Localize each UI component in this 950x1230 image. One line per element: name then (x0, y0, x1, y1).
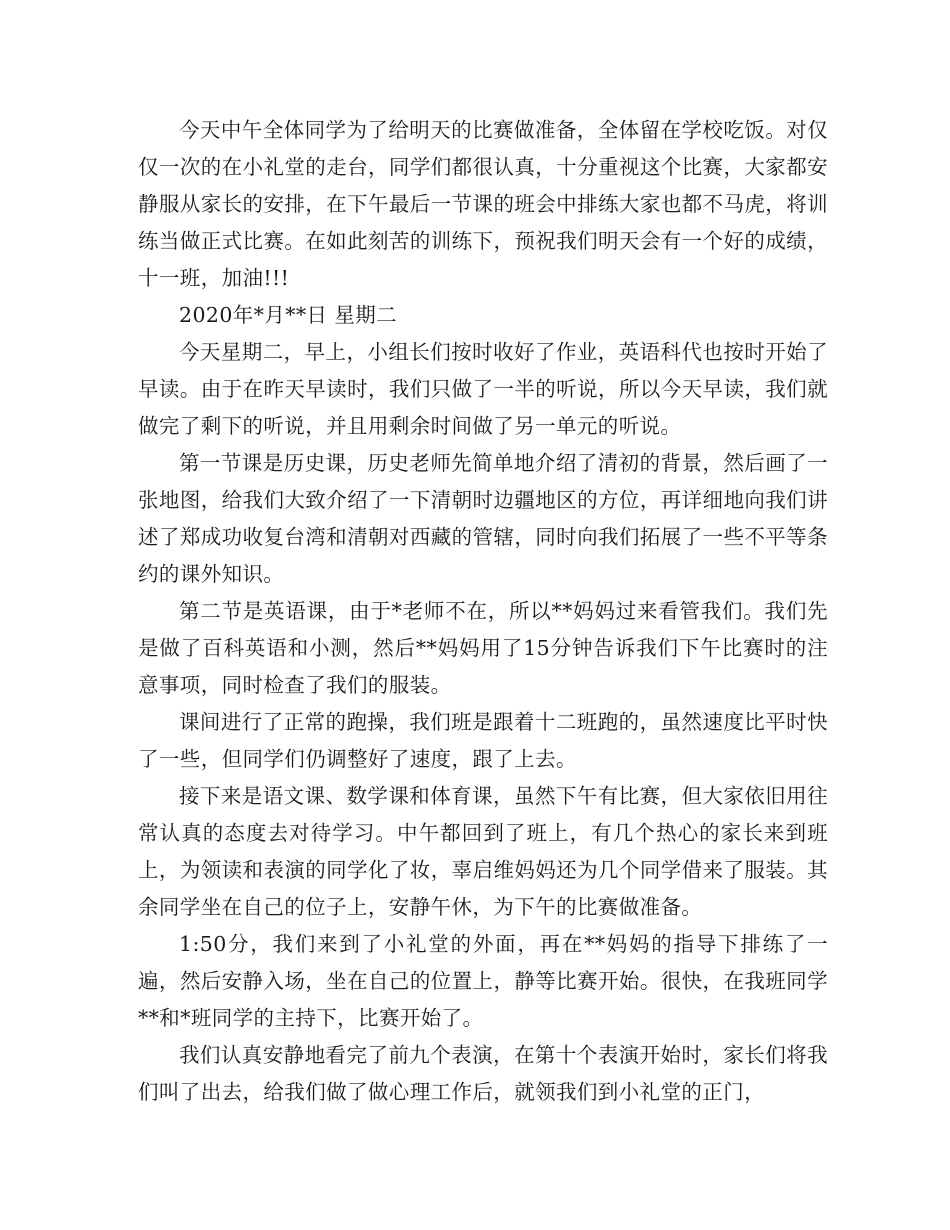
paragraph-break-exercise: 课间进行了正常的跑操，我们班是跟着十二班跑的，虽然速度比平时快了一些，但同学们仍调整好了速度，跟了上去。 (138, 710, 828, 771)
paragraph-performances: 我们认真安静地看完了前九个表演，在第十个表演开始时，家长们将我们叫了出去，给我们做了做心理工作后，就领我们到小礼堂的正门， (138, 1043, 828, 1104)
paragraph-morning-reading: 今天星期二，早上，小组长们按时收好了作业，英语科代也按时开始了早读。由于在昨天早读时，我们只做了一半的听说，所以今天早读，我们就做完了剩下的听说，并且用剩余时间做了另一单元的听说。 (138, 340, 828, 438)
paragraph-history-class: 第一节课是历史课，历史老师先简单地介绍了清初的背景，然后画了一张地图，给我们大致介绍了一下清朝时边疆地区的方位，再详细地向我们讲述了郑成功收复台湾和清朝对西藏的管辖，同时向我们拓展了一些不平等条约的课外知识。 (138, 451, 828, 586)
paragraph-english-class: 第二节是英语课，由于*老师不在，所以**妈妈过来看管我们。我们先是做了百科英语和小测，然后**妈妈用了15分钟告诉我们下午比赛时的注意事项，同时检查了我们的服装。 (138, 599, 828, 697)
paragraph-lunch-rehearsal: 今天中午全体同学为了给明天的比赛做准备，全体留在学校吃饭。对仅仅一次的在小礼堂的走台，同学们都很认真，十分重视这个比赛，大家都安静服从家长的安排，在下午最后一节课的班会中排练大家也都不马虎，将训练当做正式比赛。在如此刻苦的训练下，预祝我们明天会有一个好的成绩，十一班，加油!!! (138, 118, 828, 290)
paragraph-competition-start: 1:50分，我们来到了小礼堂的外面，再在**妈妈的指导下排练了一遍，然后安静入场，坐在自己的位置上，静等比赛开始。很快，在我班同学**和*班同学的主持下，比赛开始了。 (138, 932, 828, 1030)
document-body (138, 112, 828, 1111)
diary-date-heading: 2020年*月**日 星期二 (179, 303, 398, 327)
paragraph-classes-and-makeup: 接下来是语文课、数学课和体育课，虽然下午有比赛，但大家依旧用往常认真的态度去对待学习。中午都回到了班上，有几个热心的家长来到班上，为领读和表演的同学化了妆，辜启维妈妈还为几个同学借来了服装。其余同学坐在自己的位子上，安静午休，为下午的比赛做准备。 (138, 784, 828, 919)
